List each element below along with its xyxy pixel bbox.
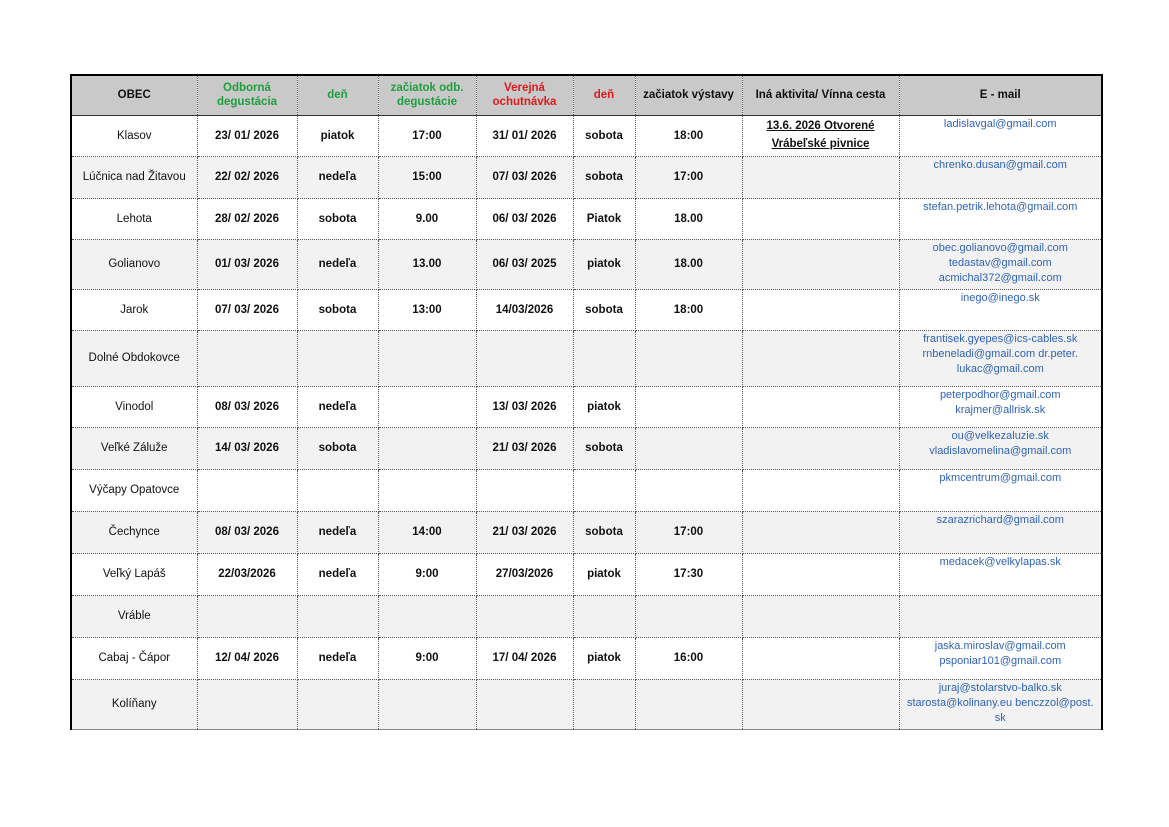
header-zaciatok-vystavy: začiatok výstavy — [635, 75, 742, 115]
cell-obec: Vráble — [71, 595, 197, 637]
cell-den-1: sobota — [297, 427, 378, 469]
email-link[interactable]: chrenko.dusan@gmail.com — [933, 158, 1067, 171]
cell-odborna-degustacia: 28/ 02/ 2026 — [197, 198, 297, 239]
cell-email — [899, 427, 1102, 469]
cell-zaciatok-vystavy — [635, 427, 742, 469]
cell-verejna-ochutnavka — [476, 330, 573, 386]
cell-den-2 — [573, 469, 635, 511]
cell-den-1 — [297, 330, 378, 386]
cell-zaciatok-vystavy: 18.00 — [635, 198, 742, 239]
cell-verejna-ochutnavka: 21/ 03/ 2026 — [476, 511, 573, 553]
cell-zaciatok-vystavy — [635, 469, 742, 511]
cell-odborna-degustacia: 12/ 04/ 2026 — [197, 637, 297, 679]
email-link[interactable]: rnbeneladi@gmail.com dr.peter. — [922, 347, 1078, 360]
cell-zaciatok-vystavy: 17:00 — [635, 511, 742, 553]
cell-zaciatok-vystavy: 18:00 — [635, 115, 742, 156]
cell-den-1: piatok — [297, 115, 378, 156]
cell-zaciatok-odb: 14:00 — [378, 511, 476, 553]
cell-zaciatok-odb: 13.00 — [378, 239, 476, 289]
cell-ina-aktivita — [742, 330, 899, 386]
cell-den-2 — [573, 679, 635, 729]
cell-ina-aktivita[interactable]: 13.6. 2026 Otvorené Vrábeľské pivnice — [742, 115, 899, 156]
cell-zaciatok-vystavy: 18:00 — [635, 289, 742, 330]
cell-email — [899, 553, 1102, 595]
cell-zaciatok-odb: 9:00 — [378, 553, 476, 595]
cell-den-1 — [297, 469, 378, 511]
cell-ina-aktivita — [742, 637, 899, 679]
header-den-2: deň — [573, 75, 635, 115]
cell-obec: Veľké Záluže — [71, 427, 197, 469]
cell-zaciatok-vystavy: 16:00 — [635, 637, 742, 679]
cell-email — [899, 386, 1102, 427]
table-row — [71, 156, 1102, 198]
cell-zaciatok-vystavy: 17:00 — [635, 156, 742, 198]
header-odborna-degustacia: Odborná degustácia — [197, 75, 297, 115]
cell-zaciatok-odb — [378, 679, 476, 729]
cell-zaciatok-vystavy — [635, 679, 742, 729]
cell-den-1 — [297, 595, 378, 637]
cell-zaciatok-odb: 9:00 — [378, 637, 476, 679]
cell-zaciatok-odb: 17:00 — [378, 115, 476, 156]
cell-odborna-degustacia: 14/ 03/ 2026 — [197, 427, 297, 469]
cell-den-2: sobota — [573, 289, 635, 330]
cell-den-2: Piatok — [573, 198, 635, 239]
cell-den-1: nedeľa — [297, 637, 378, 679]
cell-zaciatok-odb — [378, 595, 476, 637]
table-row — [71, 595, 1102, 637]
cell-email — [899, 511, 1102, 553]
cell-zaciatok-odb: 15:00 — [378, 156, 476, 198]
cell-den-1: nedeľa — [297, 553, 378, 595]
cell-verejna-ochutnavka: 31/ 01/ 2026 — [476, 115, 573, 156]
email-link[interactable]: tedastav@gmail.com — [948, 256, 1052, 269]
cell-zaciatok-odb: 13:00 — [378, 289, 476, 330]
cell-email — [899, 637, 1102, 679]
cell-obec: Cabaj - Čápor — [71, 637, 197, 679]
cell-obec: Klasov — [71, 115, 197, 156]
cell-zaciatok-odb: 9.00 — [378, 198, 476, 239]
cell-den-2 — [573, 595, 635, 637]
header-email: E - mail — [899, 75, 1102, 115]
table-row — [71, 469, 1102, 511]
email-link[interactable]: psponiar101@gmail.com — [939, 654, 1062, 667]
cell-odborna-degustacia: 23/ 01/ 2026 — [197, 115, 297, 156]
cell-zaciatok-odb — [378, 469, 476, 511]
header-obec: OBEC — [71, 75, 197, 115]
cell-zaciatok-vystavy — [635, 330, 742, 386]
cell-zaciatok-odb — [378, 386, 476, 427]
cell-odborna-degustacia: 08/ 03/ 2026 — [197, 511, 297, 553]
cell-ina-aktivita — [742, 427, 899, 469]
cell-ina-aktivita — [742, 679, 899, 729]
table-body — [71, 115, 1102, 729]
cell-den-2: sobota — [573, 427, 635, 469]
email-link[interactable]: krajmer@allrisk.sk — [955, 403, 1046, 416]
cell-obec: Lehota — [71, 198, 197, 239]
email-link[interactable]: frantisek.gyepes@ics-cables.sk — [923, 332, 1078, 345]
cell-ina-aktivita — [742, 553, 899, 595]
email-link[interactable]: vladislavomelina@gmail.com — [929, 444, 1072, 457]
table-row — [71, 679, 1102, 729]
cell-email — [899, 156, 1102, 198]
cell-obec: Výčapy Opatovce — [71, 469, 197, 511]
cell-obec: Veľký Lapáš — [71, 553, 197, 595]
cell-den-2 — [573, 330, 635, 386]
cell-verejna-ochutnavka: 21/ 03/ 2026 — [476, 427, 573, 469]
cell-verejna-ochutnavka: 07/ 03/ 2026 — [476, 156, 573, 198]
cell-ina-aktivita — [742, 469, 899, 511]
cell-den-2: sobota — [573, 511, 635, 553]
cell-obec: Jarok — [71, 289, 197, 330]
cell-obec: Vinodol — [71, 386, 197, 427]
cell-zaciatok-odb — [378, 330, 476, 386]
cell-den-2: piatok — [573, 386, 635, 427]
email-link[interactable]: sk — [994, 711, 1006, 724]
email-link[interactable]: ou@velkezaluzie.sk — [951, 429, 1049, 442]
schedule-sheet — [70, 74, 1101, 730]
email-link[interactable]: lukac@gmail.com — [956, 362, 1044, 375]
schedule-table — [70, 74, 1103, 730]
email-link[interactable]: starosta@kolinany.eu benczzol@post. — [906, 696, 1094, 709]
cell-verejna-ochutnavka: 27/03/2026 — [476, 553, 573, 595]
cell-email — [899, 239, 1102, 289]
cell-email — [899, 595, 1102, 637]
cell-den-2: sobota — [573, 156, 635, 198]
cell-obec: Kolíňany — [71, 679, 197, 729]
email-link[interactable]: obec.golianovo@gmail.com — [932, 241, 1068, 254]
table-row — [71, 198, 1102, 239]
cell-zaciatok-vystavy — [635, 595, 742, 637]
cell-verejna-ochutnavka: 13/ 03/ 2026 — [476, 386, 573, 427]
cell-den-1: nedeľa — [297, 386, 378, 427]
cell-odborna-degustacia: 07/ 03/ 2026 — [197, 289, 297, 330]
cell-obec: Dolné Obdokovce — [71, 330, 197, 386]
cell-zaciatok-vystavy — [635, 386, 742, 427]
cell-verejna-ochutnavka — [476, 469, 573, 511]
cell-odborna-degustacia: 22/ 02/ 2026 — [197, 156, 297, 198]
email-link[interactable]: ladislavgal@gmail.com — [943, 117, 1057, 130]
email-link[interactable]: juraj@stolarstvo-balko.sk — [938, 681, 1062, 694]
header-zaciatok-odb: začiatok odb. degustácie — [378, 75, 476, 115]
cell-den-2: piatok — [573, 553, 635, 595]
cell-zaciatok-vystavy: 17:30 — [635, 553, 742, 595]
cell-ina-aktivita — [742, 595, 899, 637]
cell-obec: Čechynce — [71, 511, 197, 553]
cell-ina-aktivita — [742, 386, 899, 427]
cell-den-2: piatok — [573, 637, 635, 679]
table-row — [71, 511, 1102, 553]
email-link[interactable]: peterpodhor@gmail.com — [939, 388, 1061, 401]
table-row — [71, 330, 1102, 386]
cell-obec: Lúčnica nad Žitavou — [71, 156, 197, 198]
table-row — [71, 553, 1102, 595]
cell-odborna-degustacia: 22/03/2026 — [197, 553, 297, 595]
email-link[interactable]: medacek@velkylapas.sk — [939, 555, 1061, 568]
cell-verejna-ochutnavka: 14/03/2026 — [476, 289, 573, 330]
cell-verejna-ochutnavka — [476, 595, 573, 637]
table-row — [71, 637, 1102, 679]
table-row — [71, 386, 1102, 427]
cell-zaciatok-odb — [378, 427, 476, 469]
cell-den-1: sobota — [297, 289, 378, 330]
cell-ina-aktivita — [742, 289, 899, 330]
cell-den-1: nedeľa — [297, 239, 378, 289]
email-link[interactable]: szarazrichard@gmail.com — [936, 513, 1064, 526]
cell-den-1: sobota — [297, 198, 378, 239]
cell-ina-aktivita — [742, 156, 899, 198]
cell-email — [899, 289, 1102, 330]
header-verejna-ochutnavka: Verejná ochutnávka — [476, 75, 573, 115]
cell-den-1 — [297, 679, 378, 729]
cell-odborna-degustacia — [197, 330, 297, 386]
cell-ina-aktivita — [742, 511, 899, 553]
cell-email — [899, 679, 1102, 729]
email-link[interactable]: stefan.petrik.lehota@gmail.com — [923, 200, 1078, 213]
table-row — [71, 115, 1102, 156]
email-link[interactable]: inego@inego.sk — [960, 291, 1040, 304]
cell-odborna-degustacia — [197, 679, 297, 729]
cell-den-1: nedeľa — [297, 511, 378, 553]
table-row — [71, 427, 1102, 469]
cell-verejna-ochutnavka: 06/ 03/ 2025 — [476, 239, 573, 289]
cell-zaciatok-vystavy: 18.00 — [635, 239, 742, 289]
email-link[interactable]: acmichal372@gmail.com — [938, 271, 1062, 284]
cell-obec: Golianovo — [71, 239, 197, 289]
email-link[interactable]: jaska.miroslav@gmail.com — [934, 639, 1066, 652]
cell-den-1: nedeľa — [297, 156, 378, 198]
cell-verejna-ochutnavka: 06/ 03/ 2026 — [476, 198, 573, 239]
header-row — [71, 75, 1102, 115]
cell-email — [899, 198, 1102, 239]
header-ina-aktivita: Iná aktivita/ Vínna cesta — [742, 75, 899, 115]
table-row — [71, 289, 1102, 330]
cell-den-2: sobota — [573, 115, 635, 156]
cell-email — [899, 330, 1102, 386]
cell-ina-aktivita — [742, 198, 899, 239]
cell-email — [899, 469, 1102, 511]
email-link[interactable]: pkmcentrum@gmail.com — [939, 471, 1062, 484]
cell-email — [899, 115, 1102, 156]
cell-verejna-ochutnavka — [476, 679, 573, 729]
cell-odborna-degustacia: 08/ 03/ 2026 — [197, 386, 297, 427]
header-den-1: deň — [297, 75, 378, 115]
cell-odborna-degustacia — [197, 595, 297, 637]
cell-den-2: piatok — [573, 239, 635, 289]
cell-ina-aktivita — [742, 239, 899, 289]
table-row — [71, 239, 1102, 289]
cell-odborna-degustacia: 01/ 03/ 2026 — [197, 239, 297, 289]
cell-verejna-ochutnavka: 17/ 04/ 2026 — [476, 637, 573, 679]
cell-odborna-degustacia — [197, 469, 297, 511]
